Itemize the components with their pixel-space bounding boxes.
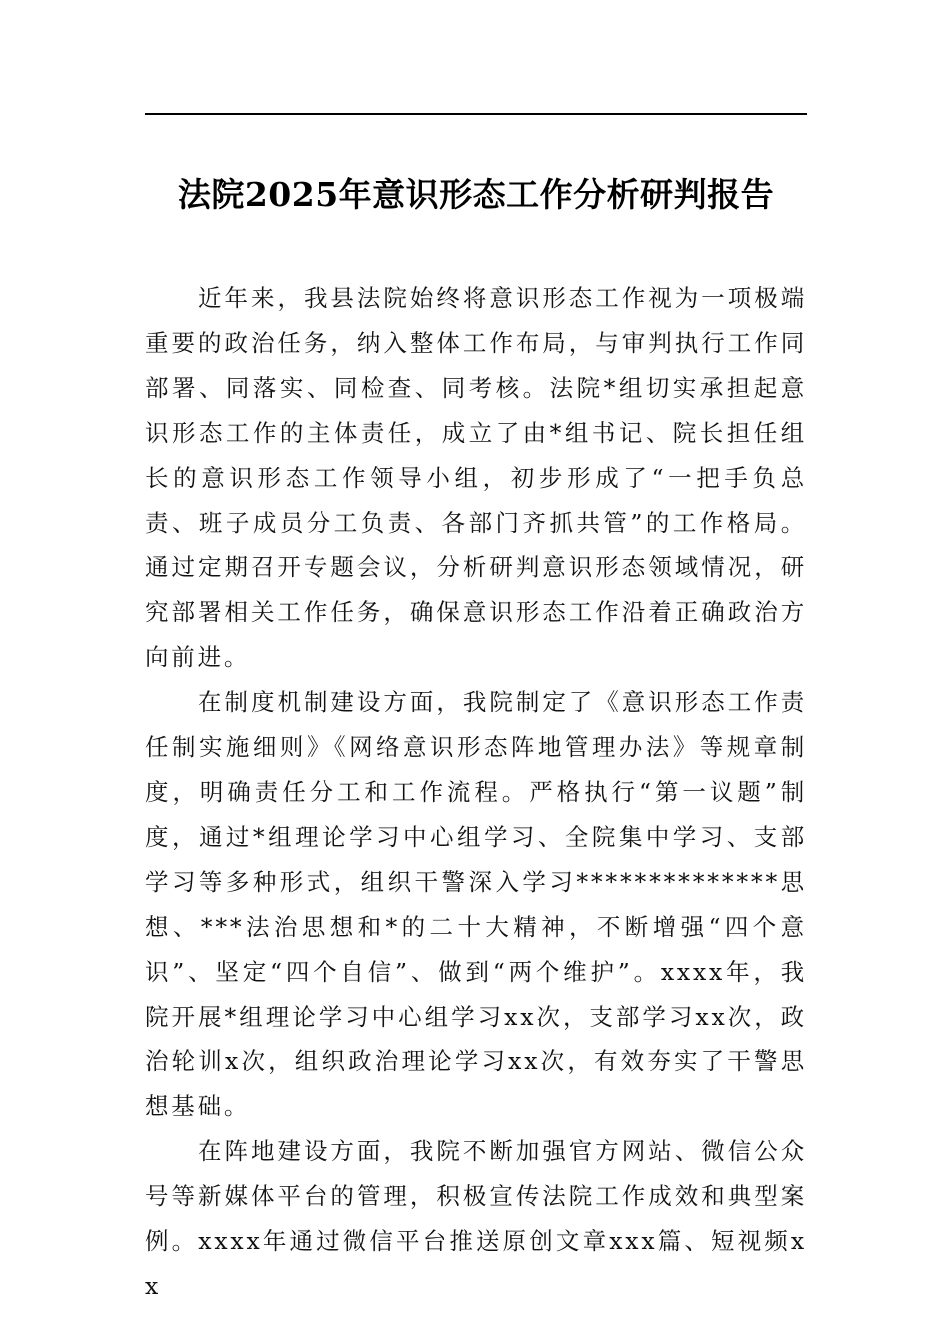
paragraph-institution-building: 在制度机制建设方面，我院制定了《意识形态工作责任制实施细则》《网络意识形态阵地管理办法》等规章制度，明确责任分工和工作流程。严格执行“第一议题”制度，通过*组理论学习中心组学习、全院集中学习、支部学习等多种形式，组织干警深入学习**************思想、***法治思想和*的二十大精神，不断增强“四个意识”、坚定“四个自信”、做到“两个维护”。xxxx年，我院开展*组理论学习中心组学习xx次，支部学习xx次，政治轮训x次，组织政治理论学习xx次，有效夯实了干警思想基础。	[145, 688, 807, 1121]
header-rule	[145, 113, 807, 115]
paragraph-platform-building: 在阵地建设方面，我院不断加强官方网站、微信公众号等新媒体平台的管理，积极宣传法院工作成效和典型案例。xxxx年通过微信平台推送原创文章xxx篇、短视频xx	[145, 1137, 807, 1300]
paragraph-intro: 近年来，我县法院始终将意识形态工作视为一项极端重要的政治任务，纳入整体工作布局，与审判执行工作同部署、同落实、同检查、同考核。法院*组切实承担起意识形态工作的主体责任，成立了由*组书记、院长担任组长的意识形态工作领导小组，初步形成了“一把手负总责、班子成员分工负责、各部门齐抓共管”的工作格局。通过定期召开专题会议，分析研判意识形态领域情况，研究部署相关工作任务，确保意识形态工作沿着正确政治方向前进。	[145, 284, 807, 672]
document-body	[145, 276, 807, 1309]
document-title: 法院2025年意识形态工作分析研判报告	[177, 175, 775, 214]
